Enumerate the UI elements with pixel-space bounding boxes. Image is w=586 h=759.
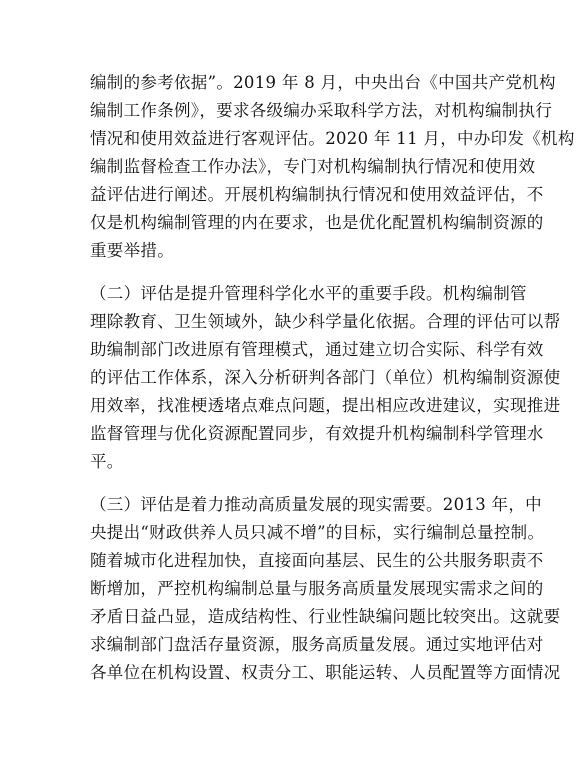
paragraph-spacer: [90, 265, 500, 280]
paragraph-spacer: [90, 476, 500, 491]
text-line: 重要举措。: [90, 241, 174, 260]
text-line: 助编制部门改进原有管理模式，通过建立切合实际、科学有效: [90, 340, 544, 359]
paragraph-reference-basis: [90, 69, 575, 265]
text-line: 理除教育、卫生领域外，缺少科学量化依据。合理的评估可以帮: [90, 312, 561, 331]
text-line: 情况和使用效益进行客观评估。2020 年 11 月，中办印发《机构: [90, 129, 575, 148]
text-line: 断增加，严控机构编制总量与服务高质量发展现实需求之间的: [90, 579, 544, 598]
text-line: 益评估进行阐述。开展机构编制执行情况和使用效益评估，不: [90, 185, 544, 204]
text-line: 编制的参考依据”。2019 年 8 月，中央出台《中国共产党机构: [90, 73, 556, 92]
text-line: 的评估工作体系，深入分析研判各部门（单位）机构编制资源使: [90, 368, 561, 387]
text-line: 仅是机构编制管理的内在要求，也是优化配置机构编制资源的: [90, 213, 544, 232]
document-body: [90, 69, 575, 687]
text-line: 用效率，找准梗透堵点难点问题，提出相应改进建议，实现推进: [90, 396, 561, 415]
text-line: 央提出“财政供养人员只减不增”的目标，实行编制总量控制。: [90, 523, 545, 542]
text-line: 各单位在机构设置、权责分工、职能运转、人员配置等方面情况: [90, 663, 561, 682]
text-line: 求编制部门盘活存量资源，服务高质量发展。通过实地评估对: [90, 635, 544, 654]
text-line: 编制工作条例》，要求各级编办采取科学方法，对机构编制执行: [90, 101, 553, 120]
text-line: 随着城市化进程加快，直接面向基层、民生的公共服务职责不: [90, 551, 544, 570]
text-line: 矛盾日益凸显，造成结构性、行业性缺编问题比较突出。这就要: [90, 607, 561, 626]
text-line: 平。: [90, 452, 124, 471]
paragraph-management-level: [90, 280, 561, 476]
text-line: （三）评估是着力推动高质量发展的现实需要。2013 年，中: [90, 495, 542, 514]
text-line: 监督管理与优化资源配置同步，有效提升机构编制科学管理水: [90, 424, 544, 443]
paragraph-high-quality-development: [90, 491, 561, 687]
text-line: （二）评估是提升管理科学化水平的重要手段。机构编制管: [90, 284, 527, 303]
text-line: 编制监督检查工作办法》，专门对机构编制执行情况和使用效: [90, 157, 536, 176]
